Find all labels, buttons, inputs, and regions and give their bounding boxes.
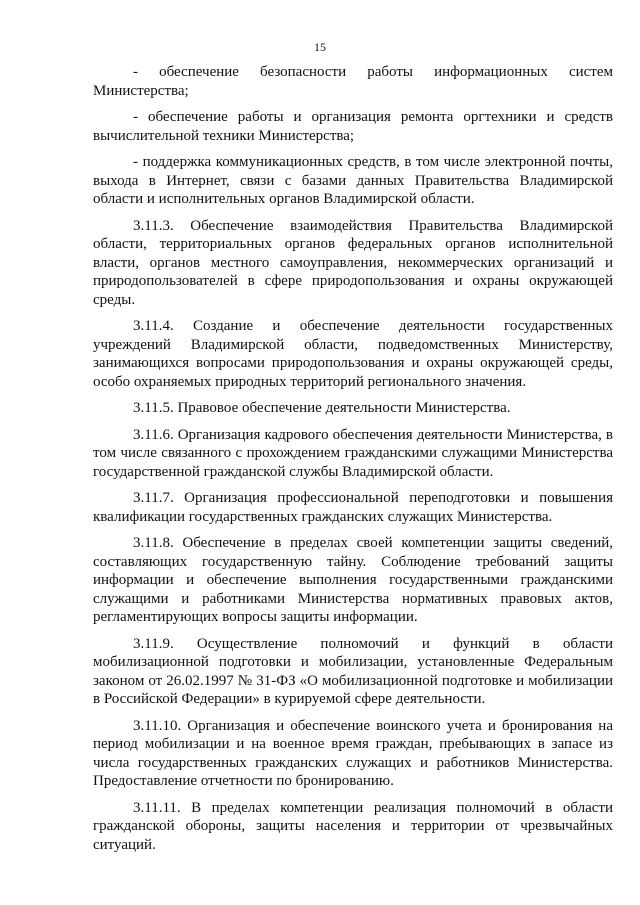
paragraph-3-11-9: 3.11.9. Осуществление полномочий и функций в области мобилизационной подготовки и мобилизации, установленные Федеральным законом от 26.02.1997 № 31-ФЗ «О мобилизационной подготовке и мобилизации в Российской Федерации» в курируемой сфере деятельности.	[93, 635, 613, 707]
paragraph-3-11-8: 3.11.8. Обеспечение в пределах своей компетенции защиты сведений, составляющих государственную тайну. Соблюдение требований защиты информации и обеспечение выполнения государственными гражданскими служащими и работниками Министерства нормативных правовых актов, регламентирующих вопросы защиты информации.	[93, 535, 613, 625]
paragraph-bullet-security: - обеспечение безопасности работы информационных систем Министерства;	[93, 64, 613, 99]
paragraph-bullet-office-equipment: - обеспечение работы и организация ремонта оргтехники и средств вычислительной техники Министерства;	[93, 109, 613, 144]
paragraph-bullet-communications: - поддержка коммуникационных средств, в том числе электронной почты, выхода в Интернет, связи с базами данных Правительства Владимирской области и исполнительных органов Владимирской области.	[93, 154, 613, 207]
page-number: 15	[314, 40, 326, 54]
paragraph-3-11-6: 3.11.6. Организация кадрового обеспечения деятельности Министерства, в том числе связанного с прохождением гражданскими служащими Министерства государственной гражданской службы Владимирской области.	[93, 426, 613, 480]
document-body	[93, 63, 613, 862]
paragraph-3-11-11: 3.11.11. В пределах компетенции реализация полномочий в области гражданской обороны, защиты населения и территории от чрезвычайных ситуаций.	[93, 799, 613, 853]
paragraph-3-11-4: 3.11.4. Создание и обеспечение деятельности государственных учреждений Владимирской области, подведомственных Министерству, занимающихся вопросами природопользования и охраны окружающей среды, особо охраняемых природных территорий регионального значения.	[93, 318, 613, 390]
paragraph-3-11-7: 3.11.7. Организация профессиональной переподготовки и повышения квалификации государственных гражданских служащих Министерства.	[93, 490, 613, 525]
paragraph-3-11-10: 3.11.10. Организация и обеспечение воинского учета и бронирования на период мобилизации и на военное время граждан, пребывающих в запасе из числа государственных гражданских служащих и работников Министерства. Предоставление отчетности по бронированию.	[93, 717, 613, 789]
paragraph-3-11-3: 3.11.3. Обеспечение взаимодействия Правительства Владимирской области, территориальных органов федеральных органов исполнительной власти, органов местного самоуправления, некоммерческих организаций и природопользователей в сфере природопользования и охраны окружающей среды.	[93, 217, 613, 308]
paragraph-3-11-5: 3.11.5. Правовое обеспечение деятельности Министерства.	[133, 400, 511, 416]
